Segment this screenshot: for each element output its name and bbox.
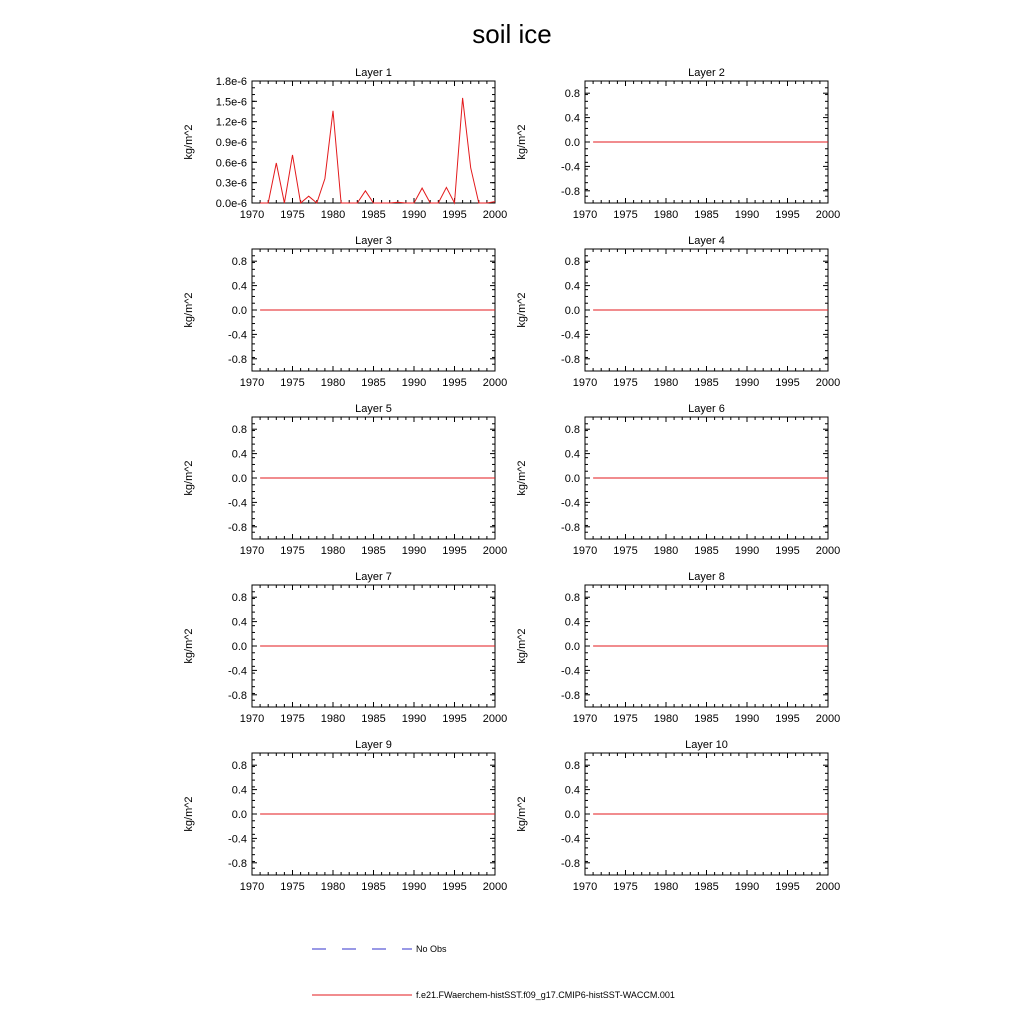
x-tick-label: 2000 (482, 713, 508, 725)
y-tick-label: -0.8 (561, 185, 580, 198)
chart-panel-6 (516, 403, 840, 557)
plot-frame (252, 81, 495, 203)
y-tick-label: 0.0 (564, 809, 580, 821)
y-axis-label: kg/m^2 (516, 628, 528, 664)
y-tick-label: 0.8 (231, 424, 247, 437)
x-tick-label: 2000 (815, 545, 841, 557)
x-tick-label: 2000 (482, 209, 508, 221)
x-tick-label: 1975 (280, 713, 305, 725)
y-tick-label: 0.4 (231, 784, 247, 797)
y-tick-label: 0.4 (231, 280, 247, 293)
y-tick-label: 0.8 (564, 256, 580, 269)
x-tick-label: 1990 (734, 377, 760, 389)
y-tick-label: 0.4 (231, 448, 247, 461)
y-tick-label: 0.4 (564, 616, 580, 629)
y-tick-label: 0.0 (564, 641, 580, 653)
y-tick-label: 0.6e-6 (215, 157, 247, 170)
x-tick-label: 1975 (613, 881, 638, 893)
x-tick-label: 2000 (482, 881, 508, 893)
y-axis-label: kg/m^2 (516, 460, 528, 496)
y-tick-label: 0.8 (231, 256, 247, 269)
panel-title: Layer 7 (355, 571, 392, 583)
x-tick-label: 1975 (613, 713, 638, 725)
x-tick-label: 1980 (653, 377, 679, 389)
y-axis-label: kg/m^2 (516, 796, 528, 832)
x-tick-label: 1990 (401, 377, 427, 389)
chart-panel-3 (183, 235, 507, 389)
y-tick-label: 0.8 (231, 760, 247, 773)
x-tick-label: 1980 (320, 377, 346, 389)
y-tick-label: -0.4 (228, 833, 247, 846)
legend (312, 944, 675, 1000)
y-axis-label: kg/m^2 (183, 796, 195, 832)
x-tick-label: 1975 (280, 545, 305, 557)
x-tick-label: 1970 (572, 713, 598, 725)
chart-panel-9 (183, 739, 507, 893)
x-tick-label: 1990 (734, 881, 760, 893)
y-tick-label: 0.0 (231, 305, 247, 317)
y-tick-label: -0.4 (561, 329, 580, 342)
y-tick-label: 0.0 (231, 473, 247, 485)
y-tick-label: 0.0 (564, 473, 580, 485)
y-tick-label: -0.8 (561, 857, 580, 870)
x-tick-label: 1995 (442, 713, 467, 725)
x-tick-label: 1980 (320, 545, 346, 557)
x-tick-label: 1995 (775, 545, 800, 557)
y-tick-label: -0.4 (561, 161, 580, 174)
x-tick-label: 1985 (361, 209, 386, 221)
y-tick-label: 0.8 (564, 592, 580, 605)
y-tick-label: -0.8 (561, 521, 580, 534)
x-tick-label: 1990 (734, 209, 760, 221)
y-tick-label: -0.4 (561, 497, 580, 510)
y-tick-label: -0.4 (561, 833, 580, 846)
x-tick-label: 1990 (734, 713, 760, 725)
panel-title: Layer 6 (688, 403, 725, 415)
y-tick-label: -0.4 (228, 329, 247, 342)
x-tick-label: 1980 (320, 713, 346, 725)
x-tick-label: 1995 (775, 209, 800, 221)
x-tick-label: 1970 (572, 209, 598, 221)
x-tick-label: 1985 (361, 377, 386, 389)
x-tick-label: 1975 (280, 209, 305, 221)
y-tick-label: -0.4 (561, 665, 580, 678)
y-axis-label: kg/m^2 (516, 124, 528, 160)
x-tick-label: 1995 (775, 713, 800, 725)
y-axis-label: kg/m^2 (183, 628, 195, 664)
y-tick-label: -0.4 (228, 497, 247, 510)
x-tick-label: 2000 (815, 209, 841, 221)
x-tick-label: 2000 (815, 881, 841, 893)
x-tick-label: 1980 (320, 209, 346, 221)
y-tick-label: 0.4 (564, 112, 580, 125)
x-tick-label: 1975 (280, 881, 305, 893)
panel-title: Layer 5 (355, 403, 392, 415)
chart-panel-8 (516, 571, 840, 725)
x-tick-label: 1995 (775, 881, 800, 893)
x-tick-label: 2000 (482, 545, 508, 557)
x-tick-label: 1985 (694, 377, 719, 389)
x-tick-label: 2000 (815, 377, 841, 389)
y-tick-label: 0.0 (564, 305, 580, 317)
x-tick-label: 1970 (239, 713, 265, 725)
y-tick-label: 0.4 (564, 448, 580, 461)
x-tick-label: 1995 (442, 209, 467, 221)
x-tick-label: 1985 (361, 713, 386, 725)
y-tick-label: 0.4 (564, 280, 580, 293)
chart-panel-5 (183, 403, 507, 557)
y-tick-label: 0.0 (231, 641, 247, 653)
panel-title: Layer 9 (355, 739, 392, 751)
y-axis-label: kg/m^2 (183, 460, 195, 496)
y-tick-label: -0.4 (228, 665, 247, 678)
panels-group (183, 67, 840, 893)
x-tick-label: 1970 (572, 377, 598, 389)
x-tick-label: 1985 (694, 713, 719, 725)
panel-title: Layer 3 (355, 235, 392, 247)
y-tick-label: 0.0 (231, 809, 247, 821)
chart-panel-7 (183, 571, 507, 725)
x-tick-label: 1990 (401, 545, 427, 557)
x-tick-label: 1970 (239, 377, 265, 389)
panel-title: Layer 4 (688, 235, 725, 247)
y-tick-label: -0.8 (228, 353, 247, 366)
x-tick-label: 1975 (613, 377, 638, 389)
x-tick-label: 1990 (734, 545, 760, 557)
x-tick-label: 1970 (239, 209, 265, 221)
x-tick-label: 1985 (694, 545, 719, 557)
y-tick-label: 0.4 (231, 616, 247, 629)
y-tick-label: 0.0 (564, 137, 580, 149)
x-tick-label: 1995 (442, 545, 467, 557)
y-axis-label: kg/m^2 (183, 292, 195, 328)
x-tick-label: 1995 (442, 881, 467, 893)
x-tick-label: 1970 (239, 545, 265, 557)
y-tick-label: 1.5e-6 (215, 96, 247, 109)
y-tick-label: 0.8 (564, 88, 580, 101)
y-tick-label: 0.8 (564, 760, 580, 773)
x-tick-label: 1980 (320, 881, 346, 893)
y-axis-label: kg/m^2 (183, 124, 195, 160)
x-tick-label: 1985 (694, 881, 719, 893)
x-tick-label: 1985 (361, 545, 386, 557)
x-tick-label: 1980 (653, 881, 679, 893)
panel-title: Layer 10 (685, 739, 728, 751)
x-tick-label: 1990 (401, 209, 427, 221)
x-tick-label: 1980 (653, 713, 679, 725)
x-tick-label: 1995 (442, 377, 467, 389)
x-tick-label: 2000 (815, 713, 841, 725)
x-tick-label: 1990 (401, 881, 427, 893)
x-tick-label: 1975 (280, 377, 305, 389)
legend-label-1: No Obs (416, 944, 447, 954)
chart-panel-1 (183, 67, 507, 221)
y-tick-label: -0.8 (228, 857, 247, 870)
figure-title: soil ice (472, 19, 552, 49)
x-tick-label: 2000 (482, 377, 508, 389)
x-tick-label: 1975 (613, 545, 638, 557)
x-tick-label: 1970 (572, 881, 598, 893)
y-tick-label: 0.0e-6 (215, 198, 247, 210)
x-tick-label: 1975 (613, 209, 638, 221)
x-tick-label: 1980 (653, 209, 679, 221)
y-tick-label: 1.2e-6 (215, 116, 247, 129)
chart-panel-10 (516, 739, 840, 893)
x-tick-label: 1970 (239, 881, 265, 893)
y-tick-label: -0.8 (228, 521, 247, 534)
y-tick-label: 0.3e-6 (215, 177, 247, 190)
y-tick-label: -0.8 (561, 353, 580, 366)
chart-panel-2 (516, 67, 840, 221)
y-tick-label: 0.8 (231, 592, 247, 605)
x-tick-label: 1970 (572, 545, 598, 557)
x-tick-label: 1985 (694, 209, 719, 221)
panel-title: Layer 8 (688, 571, 725, 583)
y-tick-label: 0.4 (564, 784, 580, 797)
legend-label-2: f.e21.FWaerchem-histSST.f09_g17.CMIP6-histSST-WACCM.001 (416, 990, 675, 1000)
x-tick-label: 1985 (361, 881, 386, 893)
y-tick-label: -0.8 (561, 689, 580, 702)
y-axis-label: kg/m^2 (516, 292, 528, 328)
chart-panel-4 (516, 235, 840, 389)
y-tick-label: -0.8 (228, 689, 247, 702)
x-tick-label: 1980 (653, 545, 679, 557)
x-tick-label: 1990 (401, 713, 427, 725)
panel-title: Layer 2 (688, 67, 725, 79)
y-tick-label: 1.8e-6 (215, 76, 247, 88)
x-tick-label: 1995 (775, 377, 800, 389)
panel-title: Layer 1 (355, 67, 392, 79)
series-line (260, 98, 495, 203)
y-tick-label: 0.8 (564, 424, 580, 437)
y-tick-label: 0.9e-6 (215, 137, 247, 149)
